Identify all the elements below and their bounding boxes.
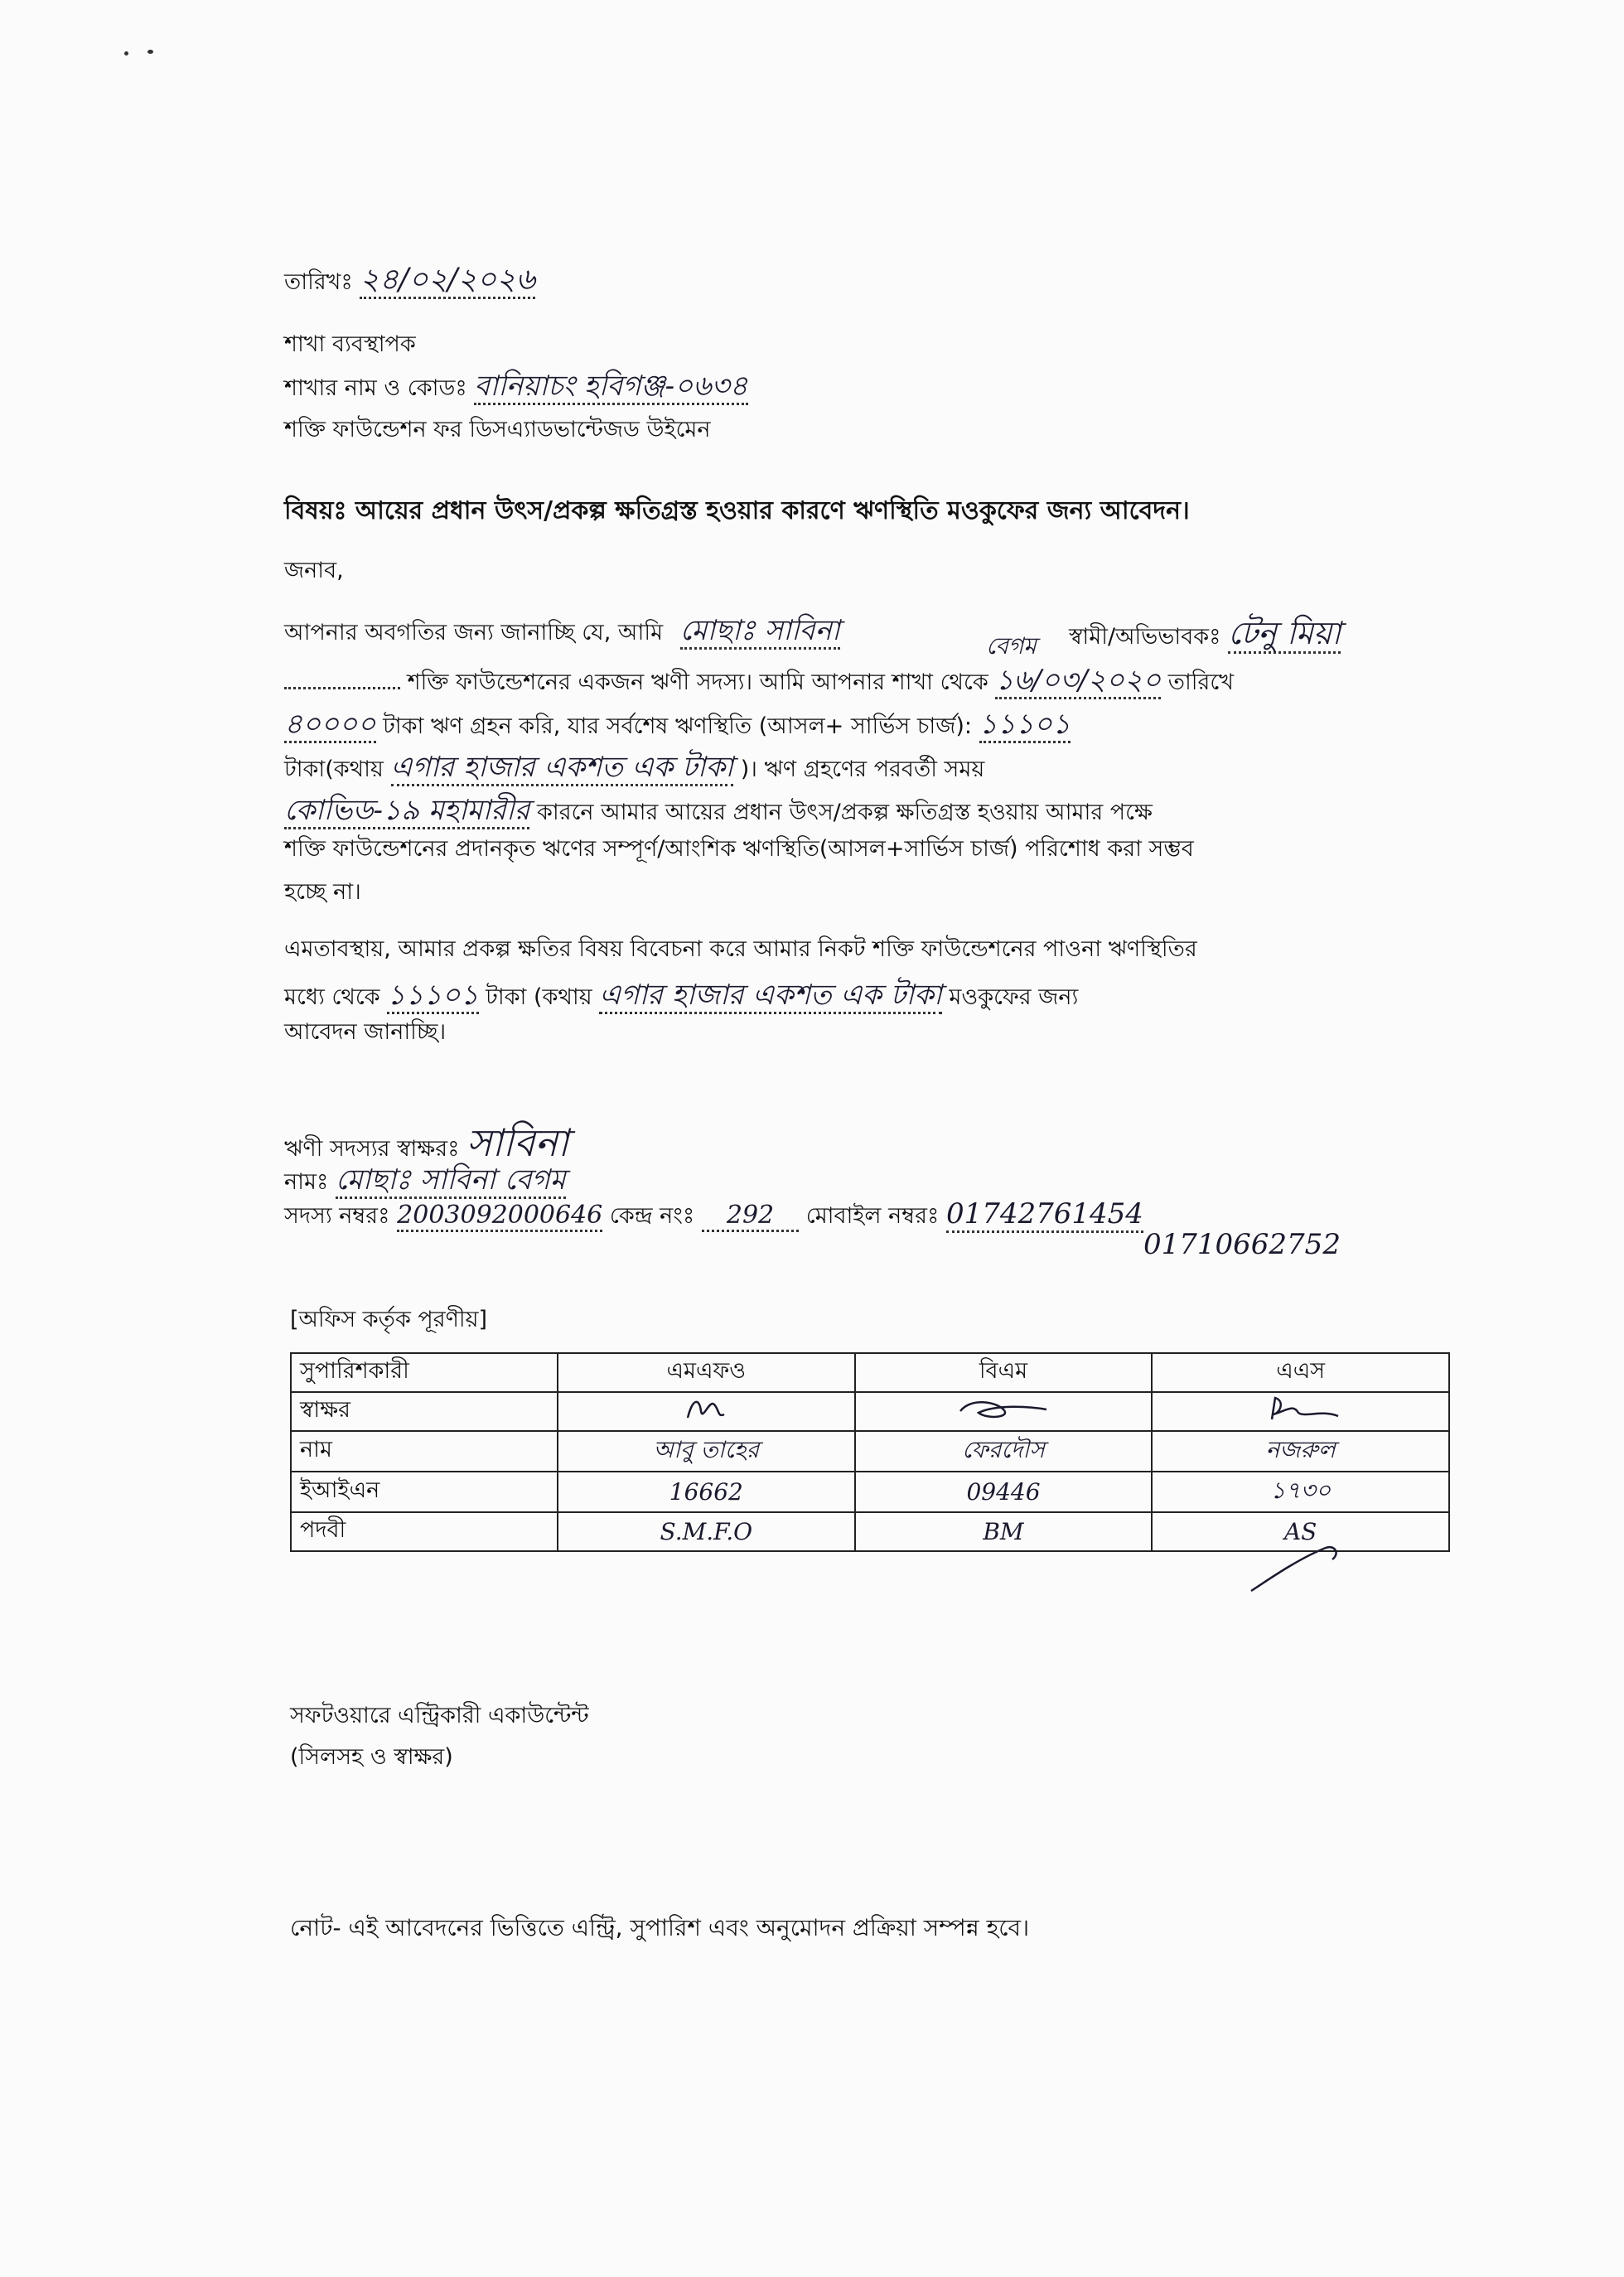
guardian-line [1069,609,1341,662]
balance-in-words: এগার হাজার একশত এক টাকা [391,751,734,786]
member-number-line [284,1197,1143,1236]
mobile-number-2: 01710662752 [1143,1228,1341,1261]
salutation: জনাব, [284,558,344,583]
branch-line [284,365,748,412]
row-label: নাম [291,1431,558,1472]
body1-text: কারনে আমার আয়ের প্রধান উৎস/প্রকল্প ক্ষতিগ্রস্ত হওয়ায় আমার পক্ষে [537,800,1153,825]
member-number: 2003092000646 [397,1201,602,1232]
waiver-amount: ১১১০১ [387,979,478,1014]
organization-name: শক্তি ফাউন্ডেশন ফর ডিসএ্যাডভান্টেজড উইমেন [284,417,711,442]
center-label: কেন্দ্র নংঃ [609,1203,695,1229]
header-as: এএস [1152,1353,1449,1392]
mfo-name: আবু তাহের [558,1431,855,1472]
mfo-designation: S.M.F.O [558,1512,855,1551]
body2-text: মধ্যে থেকে [284,984,380,1010]
header-bm: বিএম [855,1353,1153,1392]
scan-speck [124,51,128,56]
branch-label: শাখার নাম ও কোডঃ [284,375,467,401]
loan-amount: ৪০০০০ [284,708,376,743]
body1-text: )। ঋণ গ্রহণের পরবর্তী সময় [740,757,985,782]
member-signature: সাবিনা [466,1120,569,1165]
body2-text: টাকা (কথায় [486,984,592,1010]
signature-scribble [681,1393,731,1424]
as-signature [1152,1392,1449,1431]
applicant-name: মোছাঃ সাবিনা [680,614,840,650]
body1-line3 [284,703,1071,750]
header-mfo: এমএফও [558,1353,855,1392]
office-heading: [অফিস কর্তৃক পূরণীয়] [290,1307,488,1332]
accountant-subtitle: (সিলসহ ও স্বাক্ষর) [290,1744,453,1770]
body1-line1 [284,609,840,656]
date-line [284,257,535,307]
bm-ein: 09446 [855,1472,1153,1512]
body1-line5 [284,789,1153,836]
as-name: নজরুল [1152,1431,1449,1472]
center-number: 292 [702,1201,799,1232]
mfo-ein: 16662 [558,1472,855,1512]
signature-scribble [954,1393,1053,1424]
body2-text: মওকুফের জন্য [949,984,1079,1010]
loan-date: ১৬/০৩/২০২০ [995,664,1161,699]
member-number-label: সদস্য নম্বরঃ [284,1203,390,1229]
body1-line7: হচ্ছে না। [284,879,361,905]
recipient-title: শাখা ব্যবস্থাপক [284,331,416,357]
body2-line3: আবেদন জানাচ্ছি। [284,1019,447,1045]
member-name-label: নামঃ [284,1169,329,1195]
mobile-label: মোবাইল নম্বরঃ [805,1203,940,1229]
bm-signature [855,1392,1153,1431]
office-table [290,1352,1450,1552]
office-table-header [291,1353,1449,1392]
bm-designation: BM [855,1512,1153,1551]
as-ein: ১৭৩০ [1152,1472,1449,1512]
branch-value: বানিয়াচং হবিগঞ্জ-০৬৩৪ [474,370,747,405]
row-label: ইআইএন [291,1472,558,1512]
as-designation: AS [1152,1512,1449,1551]
date-value: ২৪/০২/২০২৬ [360,263,534,299]
scan-speck [147,50,153,54]
mobile-number: 01742761454 [946,1197,1143,1233]
applicant-name-suffix: বেগম [986,632,1037,660]
accountant-title: সফটওয়ারে এন্ট্রিকারী একাউন্টেন্ট [290,1703,589,1728]
office-row-name [291,1431,1449,1472]
subject-line: বিষয়ঃ আয়ের প্রধান উৎস/প্রকল্প ক্ষতিগ্রস্ত হওয়ার কারণে ঋণস্থিতি মওকুফের জন্য আবেদন। [284,496,1190,525]
footer-note: নোট- এই আবেদনের ভিত্তিতে এন্ট্রি, সুপারিশ এবং অনুমোদন প্রক্রিয়া সম্পন্ন হবে। [290,1914,1030,1941]
blank-dots [284,687,400,689]
waiver-amount-words: এগার হাজার একশত এক টাকা [599,979,942,1014]
office-row-signature [291,1392,1449,1431]
body1-text: শক্তি ফাউন্ডেশনের একজন ঋণী সদস্য। আমি আপনার শাখা থেকে [407,670,988,695]
body1-text: আপনার অবগতির জন্য জানাচ্ছি যে, আমি [284,620,664,645]
office-row-ein [291,1472,1449,1512]
signature-flourish [1243,1541,1359,1599]
date-label: তারিখঃ [284,269,353,295]
body1-line6: শক্তি ফাউন্ডেশনের প্রদানকৃত ঋণের সম্পূর্ণ/আংশিক ঋণস্থিতি(আসল+সার্ভিস চার্জ) পরিশোধ করা সম্ভব [284,836,1194,862]
body1-text: টাকা(কথায় [284,757,384,782]
bm-name: ফেরদৌস [855,1431,1153,1472]
signature-scribble [1255,1393,1346,1424]
row-label: স্বাক্ষর [291,1392,558,1431]
loss-reason: কোভিড-১৯ মহামারীর [284,794,529,829]
member-name: মোছাঃ সাবিনা বেগম [336,1163,566,1199]
signature-label: ঋণী সদস্যর স্বাক্ষরঃ [284,1136,460,1162]
body1-text: তারিখে [1167,670,1234,695]
body1-text: টাকা ঋণ গ্রহন করি, যার সর্বশেষ ঋণস্থিতি (আসল+ সার্ভিস চার্জ): [383,713,973,739]
mfo-signature [558,1392,855,1431]
row-label: পদবী [291,1512,558,1551]
body2-line2 [284,974,1078,1021]
body1-line2 [284,659,1234,706]
guardian-label: স্বামী/অভিভাবকঃ [1069,624,1221,650]
loan-balance: ১১১০১ [979,708,1071,743]
body2-line1: এমতাবস্থায়, আমার প্রকল্প ক্ষতির বিষয় বিবেচনা করে আমার নিকট শক্তি ফাউন্ডেশনের পাওনা ঋণস্থিতির [284,936,1197,962]
guardian-name: টেনু মিয়া [1228,615,1341,654]
body1-line4 [284,746,984,793]
header-recommender: সুপারিশকারী [291,1353,558,1392]
